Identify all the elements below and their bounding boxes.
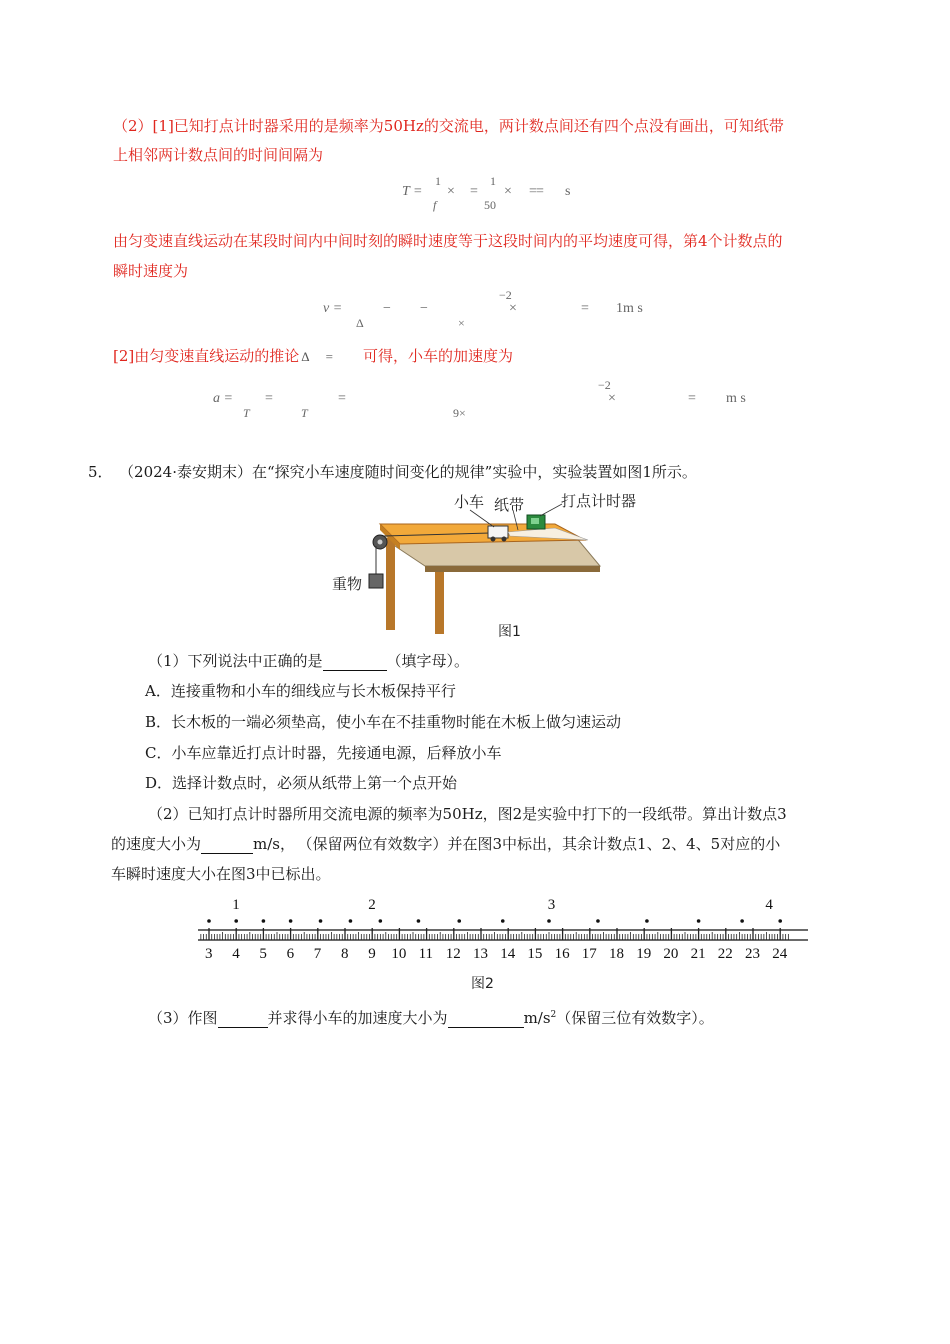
solution-velocity-line2: 瞬时速度为	[113, 262, 189, 280]
formula-v-lhs: v =	[323, 301, 343, 316]
tape-dot	[457, 919, 461, 923]
figure-1-caption: 图1	[498, 624, 521, 640]
q3-graph-blank[interactable]	[218, 1012, 268, 1028]
label-timer: 打点计时器	[561, 492, 637, 510]
q3-suffix: （保留三位有效数字）。	[556, 1009, 714, 1027]
q3-prefix: （3）作图	[148, 1009, 218, 1027]
tape-dot	[379, 919, 383, 923]
solution-accel-eq: =	[325, 349, 333, 364]
formula-t-times1: ×	[447, 184, 455, 199]
formula-t-lhs: T =	[402, 184, 423, 199]
label-car: 小车	[454, 493, 485, 511]
car	[488, 526, 508, 538]
scale-number: 23	[745, 946, 760, 962]
option-d: D．选择计数点时，必须从纸带上第一个点开始	[145, 774, 458, 792]
scale-number: 15	[527, 946, 543, 962]
label-tape: 纸带	[494, 496, 525, 514]
solution-accel-prefix: [2]由匀变速直线运动的推论	[113, 347, 300, 365]
formula-a-lhs: a =	[213, 391, 233, 406]
formula-a-nine: 9×	[453, 406, 466, 420]
tape-dot	[207, 919, 211, 923]
question-number: 5．	[88, 463, 113, 481]
solution-part2-line2: 上相邻两计数点间的时间间隔为	[113, 146, 324, 164]
formula-a-unit: m s	[726, 391, 746, 406]
scale-number: 6	[286, 946, 295, 962]
tape-dot	[645, 919, 649, 923]
formula-t-eq3: =	[529, 184, 537, 199]
tape-dot	[547, 919, 551, 923]
scale-number: 22	[717, 946, 733, 962]
tape-dot	[319, 919, 323, 923]
formula-v-eq: =	[581, 301, 589, 316]
q2-line2-unit: m/s，	[253, 835, 295, 853]
question-source: （2024·泰安期末）	[126, 463, 252, 481]
scale-number: 19	[636, 946, 652, 962]
scale-number: 13	[473, 946, 488, 962]
table-edge	[425, 566, 600, 572]
scale-number: 10	[391, 946, 407, 962]
tape-dot	[289, 919, 293, 923]
formula-v-exp: −2	[499, 288, 512, 302]
formula-a-t1: T	[243, 406, 250, 420]
solution-part2-line1: （2）[1]已知打点计时器采用的是频率为50Hz的交流电，两计数点间还有四个点没有画出，可知纸带	[113, 117, 784, 135]
pulley-axle	[378, 540, 383, 545]
count-point-label: 4	[765, 897, 773, 913]
tape-dot	[501, 919, 505, 923]
formula-v-dash1: −	[383, 301, 391, 316]
tape-dot	[234, 919, 238, 923]
scale-number: 5	[259, 946, 267, 962]
q1-answer-blank[interactable]	[323, 655, 387, 671]
q1-line	[148, 651, 469, 671]
option-c: C．小车应靠近打点计时器，先接通电源，后释放小车	[145, 744, 502, 762]
formula-velocity	[323, 290, 663, 330]
q2-answer-blank[interactable]	[201, 838, 253, 854]
solution-accel-delta: Δ	[301, 349, 310, 364]
formula-period	[402, 174, 602, 214]
scale-number: 20	[663, 946, 679, 962]
q2-line2-prefix: 的速度大小为	[111, 835, 202, 853]
q3-middle: 并求得小车的加速度大小为	[267, 1009, 448, 1027]
q2-line2	[111, 834, 780, 854]
tape-dot	[262, 919, 266, 923]
formula-t-eq4: =	[536, 184, 544, 199]
formula-a-eq3: =	[688, 391, 696, 406]
label-weight: 重物	[332, 575, 363, 593]
option-a: A．连接重物和小车的细线应与长木板保持平行	[145, 682, 456, 700]
scale-number: 4	[232, 946, 240, 962]
scale-number: 18	[609, 946, 624, 962]
formula-v-dash2: −	[420, 301, 428, 316]
solution-velocity-line1: 由匀变速直线运动在某段时间内中间时刻的瞬时速度等于这段时间内的平均速度可得，第4个计数点的	[113, 232, 783, 250]
tape-dot	[596, 919, 600, 923]
formula-a-times: ×	[608, 391, 616, 406]
q3-unit-exp: 2	[550, 1010, 557, 1020]
formula-t-num1: 1	[435, 174, 441, 188]
question-5-stem-line	[88, 462, 697, 482]
scale-number: 8	[341, 946, 349, 962]
solution-accel-line	[113, 346, 513, 367]
scale-number: 24	[772, 946, 788, 962]
spark-timer-window	[531, 518, 539, 524]
q1-suffix: （填字母）。	[386, 652, 470, 670]
scale-number: 11	[418, 946, 434, 962]
formula-t-eq2: =	[470, 184, 478, 199]
q3-line	[148, 1005, 714, 1028]
figure-2-tape-ruler	[190, 896, 820, 996]
scale-number: 12	[445, 946, 461, 962]
count-point-label: 2	[368, 897, 376, 913]
scale-number: 3	[205, 946, 213, 962]
option-b: B．长木板的一端必须垫高，使小车在不挂重物时能在木板上做匀速运动	[145, 713, 622, 731]
table-leg-front	[386, 538, 395, 630]
scale-number: 14	[500, 946, 516, 962]
tape-dot	[740, 919, 744, 923]
formula-v-times1: ×	[458, 316, 465, 330]
tape-dot	[778, 919, 782, 923]
q3-unit: m/s	[523, 1009, 551, 1027]
q2-line1: （2）已知打点计时器所用交流电源的频率为50Hz，图2是实验中打下的一段纸带。算出计数点3	[148, 805, 787, 823]
q2-line3: 车瞬时速度大小在图3中已标出。	[111, 865, 331, 883]
formula-t-num2: 1	[490, 174, 496, 188]
formula-a-eq1: =	[265, 391, 273, 406]
tape-dot	[697, 919, 701, 923]
q2-line2-suffix: （保留两位有效数字）并在图3中标出，其余计数点1、2、4、5对应的小	[305, 835, 781, 853]
formula-a-t2: T	[301, 406, 308, 420]
car-wheel-1	[491, 537, 496, 542]
scale-number: 21	[690, 946, 706, 962]
formula-t-times2: ×	[504, 184, 512, 199]
formula-acceleration	[213, 378, 773, 422]
formula-v-unit: 1m s	[616, 301, 643, 316]
formula-v-times2: ×	[509, 301, 517, 316]
count-point-label: 3	[547, 897, 556, 913]
tape-dot	[417, 919, 421, 923]
hanging-weight	[369, 574, 383, 588]
question-stem: 在“探究小车速度随时间变化的规律”实验中，实验装置如图1所示。	[252, 463, 697, 481]
formula-a-eq2: =	[338, 391, 346, 406]
scale-number: 16	[554, 946, 570, 962]
formula-v-delta: Δ	[356, 316, 364, 330]
table-leg-back	[435, 572, 444, 634]
formula-t-den1: f	[433, 198, 437, 212]
scale-number: 9	[368, 946, 376, 962]
count-point-label: 1	[232, 897, 240, 913]
scale-number: 7	[313, 946, 322, 962]
formula-t-unit: s	[565, 184, 571, 199]
formula-a-exp: −2	[598, 378, 611, 392]
solution-accel-suffix: 可得，小车的加速度为	[362, 347, 513, 365]
tape-dot	[349, 919, 353, 923]
q1-prefix: （1）下列说法中正确的是	[148, 652, 323, 670]
car-wheel-2	[502, 537, 507, 542]
q3-answer-blank[interactable]	[448, 1012, 524, 1028]
figure-2-caption: 图2	[471, 976, 494, 992]
pointer-timer	[540, 504, 562, 516]
formula-t-den2: 50	[484, 198, 496, 212]
figure-1-apparatus	[330, 488, 637, 640]
scale-number: 17	[581, 946, 597, 962]
